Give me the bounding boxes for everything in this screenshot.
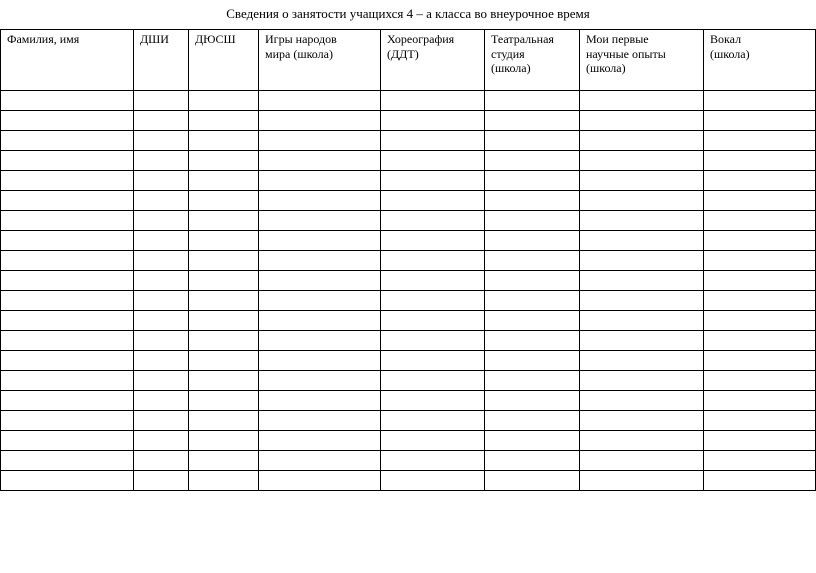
table-cell-dyussh[interactable] xyxy=(189,431,259,451)
table-cell-choreography[interactable] xyxy=(381,191,485,211)
table-cell-theater-studio[interactable] xyxy=(485,391,580,411)
table-cell-first-experiments[interactable] xyxy=(580,111,704,131)
table-row xyxy=(1,331,816,351)
table-cell-folk-games[interactable] xyxy=(259,471,381,491)
column-header-dyussh xyxy=(189,30,259,91)
table-cell-first-experiments[interactable] xyxy=(580,371,704,391)
table-cell-vocal[interactable] xyxy=(704,311,816,331)
table-row xyxy=(1,271,816,291)
table-cell-surname-name[interactable] xyxy=(1,271,134,291)
table-cell-folk-games[interactable] xyxy=(259,371,381,391)
table-cell-dshi[interactable] xyxy=(134,211,189,231)
table-cell-first-experiments[interactable] xyxy=(580,151,704,171)
table-cell-choreography[interactable] xyxy=(381,231,485,251)
table-cell-vocal[interactable] xyxy=(704,291,816,311)
table-cell-surname-name[interactable] xyxy=(1,171,134,191)
header-line: Мои первые xyxy=(586,32,649,46)
table-cell-choreography[interactable] xyxy=(381,251,485,271)
table-cell-dshi[interactable] xyxy=(134,411,189,431)
table-cell-first-experiments[interactable] xyxy=(580,251,704,271)
table-cell-dshi[interactable] xyxy=(134,391,189,411)
table-cell-folk-games[interactable] xyxy=(259,91,381,111)
table-cell-choreography[interactable] xyxy=(381,211,485,231)
table-cell-first-experiments[interactable] xyxy=(580,471,704,491)
header-line: ДШИ xyxy=(140,32,169,46)
table-cell-theater-studio[interactable] xyxy=(485,431,580,451)
table-cell-vocal[interactable] xyxy=(704,271,816,291)
table-cell-choreography[interactable] xyxy=(381,351,485,371)
table-cell-first-experiments[interactable] xyxy=(580,431,704,451)
table-cell-first-experiments[interactable] xyxy=(580,231,704,251)
table-cell-surname-name[interactable] xyxy=(1,131,134,151)
table-cell-dyussh[interactable] xyxy=(189,131,259,151)
table-cell-dshi[interactable] xyxy=(134,151,189,171)
table-cell-theater-studio[interactable] xyxy=(485,191,580,211)
table-row xyxy=(1,231,816,251)
table-cell-vocal[interactable] xyxy=(704,251,816,271)
table-cell-folk-games[interactable] xyxy=(259,271,381,291)
table-cell-surname-name[interactable] xyxy=(1,411,134,431)
table-cell-dyussh[interactable] xyxy=(189,151,259,171)
table-cell-vocal[interactable] xyxy=(704,111,816,131)
table-cell-choreography[interactable] xyxy=(381,111,485,131)
table-cell-first-experiments[interactable] xyxy=(580,411,704,431)
table-cell-dshi[interactable] xyxy=(134,171,189,191)
table-row xyxy=(1,131,816,151)
table-cell-choreography[interactable] xyxy=(381,291,485,311)
table-cell-folk-games[interactable] xyxy=(259,231,381,251)
header-line: (школа) xyxy=(491,61,531,75)
table-cell-choreography[interactable] xyxy=(381,271,485,291)
table-cell-dshi[interactable] xyxy=(134,231,189,251)
header-line: научные опыты xyxy=(586,46,666,61)
table-cell-theater-studio[interactable] xyxy=(485,411,580,431)
table-cell-vocal[interactable] xyxy=(704,231,816,251)
header-line: мира (школа) xyxy=(265,46,333,61)
table-cell-folk-games[interactable] xyxy=(259,451,381,471)
table-cell-dyussh[interactable] xyxy=(189,191,259,211)
table-cell-folk-games[interactable] xyxy=(259,131,381,151)
table-cell-first-experiments[interactable] xyxy=(580,451,704,471)
table-cell-vocal[interactable] xyxy=(704,411,816,431)
column-header-vocal xyxy=(704,30,816,91)
table-row xyxy=(1,471,816,491)
table-cell-folk-games[interactable] xyxy=(259,291,381,311)
table-row xyxy=(1,151,816,171)
table-row xyxy=(1,451,816,471)
table-cell-theater-studio[interactable] xyxy=(485,311,580,331)
table-cell-dyussh[interactable] xyxy=(189,311,259,331)
table-cell-first-experiments[interactable] xyxy=(580,131,704,151)
table-row xyxy=(1,211,816,231)
table-cell-surname-name[interactable] xyxy=(1,451,134,471)
table-cell-vocal[interactable] xyxy=(704,391,816,411)
table-cell-choreography[interactable] xyxy=(381,471,485,491)
header-line: (школа) xyxy=(710,46,750,61)
table-cell-theater-studio[interactable] xyxy=(485,211,580,231)
table-cell-folk-games[interactable] xyxy=(259,331,381,351)
table-cell-first-experiments[interactable] xyxy=(580,331,704,351)
table-cell-choreography[interactable] xyxy=(381,451,485,471)
table-cell-theater-studio[interactable] xyxy=(485,131,580,151)
table-cell-first-experiments[interactable] xyxy=(580,211,704,231)
table-cell-dyussh[interactable] xyxy=(189,211,259,231)
table-cell-first-experiments[interactable] xyxy=(580,351,704,371)
header-line: Игры народов xyxy=(265,32,337,46)
table-cell-dshi[interactable] xyxy=(134,311,189,331)
table-cell-vocal[interactable] xyxy=(704,171,816,191)
table-cell-first-experiments[interactable] xyxy=(580,291,704,311)
table-row xyxy=(1,391,816,411)
table-cell-folk-games[interactable] xyxy=(259,251,381,271)
column-header-first-experiments xyxy=(580,30,704,91)
table-cell-vocal[interactable] xyxy=(704,191,816,211)
table-cell-choreography[interactable] xyxy=(381,391,485,411)
header-line: Театральная xyxy=(491,32,554,46)
table-row xyxy=(1,91,816,111)
table-row xyxy=(1,351,816,371)
table-cell-surname-name[interactable] xyxy=(1,431,134,451)
table-cell-dshi[interactable] xyxy=(134,471,189,491)
table-cell-vocal[interactable] xyxy=(704,351,816,371)
table-cell-dshi[interactable] xyxy=(134,371,189,391)
table-row xyxy=(1,251,816,271)
table-cell-first-experiments[interactable] xyxy=(580,391,704,411)
table-cell-folk-games[interactable] xyxy=(259,151,381,171)
table-cell-surname-name[interactable] xyxy=(1,111,134,131)
table-cell-first-experiments[interactable] xyxy=(580,311,704,331)
table-cell-theater-studio[interactable] xyxy=(485,251,580,271)
table-cell-choreography[interactable] xyxy=(381,131,485,151)
header-row xyxy=(1,30,816,91)
table-cell-choreography[interactable] xyxy=(381,331,485,351)
header-line: (школа) xyxy=(586,61,626,75)
table-cell-surname-name[interactable] xyxy=(1,351,134,371)
table-cell-dshi[interactable] xyxy=(134,191,189,211)
table-cell-dyussh[interactable] xyxy=(189,111,259,131)
table-cell-dshi[interactable] xyxy=(134,331,189,351)
column-header-choreography xyxy=(381,30,485,91)
column-header-dshi xyxy=(134,30,189,91)
table-row xyxy=(1,171,816,191)
table-cell-dyussh[interactable] xyxy=(189,271,259,291)
table-cell-dyussh[interactable] xyxy=(189,171,259,191)
table-cell-vocal[interactable] xyxy=(704,331,816,351)
table-cell-dshi[interactable] xyxy=(134,111,189,131)
table-cell-folk-games[interactable] xyxy=(259,111,381,131)
table-row xyxy=(1,371,816,391)
header-line: студия xyxy=(491,46,525,61)
table-row xyxy=(1,111,816,131)
table-cell-choreography[interactable] xyxy=(381,371,485,391)
table-cell-choreography[interactable] xyxy=(381,171,485,191)
table-cell-surname-name[interactable] xyxy=(1,331,134,351)
table-cell-dyussh[interactable] xyxy=(189,351,259,371)
table-cell-theater-studio[interactable] xyxy=(485,271,580,291)
table-cell-vocal[interactable] xyxy=(704,431,816,451)
table-cell-first-experiments[interactable] xyxy=(580,91,704,111)
header-line: Вокал xyxy=(710,32,742,46)
table-cell-choreography[interactable] xyxy=(381,411,485,431)
table-cell-vocal[interactable] xyxy=(704,151,816,171)
table-cell-dyussh[interactable] xyxy=(189,91,259,111)
table-cell-dyussh[interactable] xyxy=(189,251,259,271)
table-cell-theater-studio[interactable] xyxy=(485,291,580,311)
table-cell-dshi[interactable] xyxy=(134,351,189,371)
table-cell-theater-studio[interactable] xyxy=(485,351,580,371)
table-cell-theater-studio[interactable] xyxy=(485,371,580,391)
table-cell-vocal[interactable] xyxy=(704,91,816,111)
table-cell-theater-studio[interactable] xyxy=(485,171,580,191)
column-header-surname-name xyxy=(1,30,134,91)
table-cell-folk-games[interactable] xyxy=(259,351,381,371)
table-cell-dyussh[interactable] xyxy=(189,391,259,411)
table-cell-theater-studio[interactable] xyxy=(485,151,580,171)
table-cell-vocal[interactable] xyxy=(704,471,816,491)
table-row xyxy=(1,431,816,451)
table-cell-first-experiments[interactable] xyxy=(580,171,704,191)
header-line: Фамилия, имя xyxy=(7,32,80,46)
table-cell-surname-name[interactable] xyxy=(1,251,134,271)
table-cell-theater-studio[interactable] xyxy=(485,111,580,131)
table-cell-theater-studio[interactable] xyxy=(485,331,580,351)
table-cell-surname-name[interactable] xyxy=(1,371,134,391)
table-cell-dshi[interactable] xyxy=(134,451,189,471)
attendance-table xyxy=(0,29,816,491)
table-cell-choreography[interactable] xyxy=(381,91,485,111)
table-cell-dshi[interactable] xyxy=(134,291,189,311)
column-header-theater-studio xyxy=(485,30,580,91)
table-cell-dyussh[interactable] xyxy=(189,411,259,431)
table-cell-surname-name[interactable] xyxy=(1,191,134,211)
table-body xyxy=(1,30,816,491)
table-cell-surname-name[interactable] xyxy=(1,311,134,331)
table-cell-vocal[interactable] xyxy=(704,131,816,151)
header-line: (ДДТ) xyxy=(387,46,419,61)
table-cell-theater-studio[interactable] xyxy=(485,231,580,251)
table-cell-surname-name[interactable] xyxy=(1,91,134,111)
table-cell-choreography[interactable] xyxy=(381,151,485,171)
table-cell-first-experiments[interactable] xyxy=(580,191,704,211)
table-row xyxy=(1,311,816,331)
table-cell-vocal[interactable] xyxy=(704,451,816,471)
table-cell-choreography[interactable] xyxy=(381,431,485,451)
table-cell-theater-studio[interactable] xyxy=(485,471,580,491)
table-cell-surname-name[interactable] xyxy=(1,291,134,311)
column-header-folk-games xyxy=(259,30,381,91)
table-cell-folk-games[interactable] xyxy=(259,171,381,191)
table-cell-dyussh[interactable] xyxy=(189,451,259,471)
table-cell-dshi[interactable] xyxy=(134,131,189,151)
table-cell-vocal[interactable] xyxy=(704,371,816,391)
table-row xyxy=(1,291,816,311)
table-cell-surname-name[interactable] xyxy=(1,471,134,491)
table-cell-dyussh[interactable] xyxy=(189,291,259,311)
table-cell-surname-name[interactable] xyxy=(1,231,134,251)
table-cell-vocal[interactable] xyxy=(704,211,816,231)
table-cell-folk-games[interactable] xyxy=(259,191,381,211)
table-cell-first-experiments[interactable] xyxy=(580,271,704,291)
document-title: Сведения о занятости учащихся 4 – а класса во внеурочное время xyxy=(226,6,590,21)
table-cell-theater-studio[interactable] xyxy=(485,451,580,471)
table-cell-folk-games[interactable] xyxy=(259,431,381,451)
table-cell-dshi[interactable] xyxy=(134,91,189,111)
header-line: Хореография xyxy=(387,32,455,46)
table-row xyxy=(1,411,816,431)
table-cell-dyussh[interactable] xyxy=(189,371,259,391)
header-line: ДЮСШ xyxy=(195,32,236,46)
table-cell-dyussh[interactable] xyxy=(189,331,259,351)
table-cell-dyussh[interactable] xyxy=(189,471,259,491)
table-cell-dyussh[interactable] xyxy=(189,231,259,251)
table-cell-dshi[interactable] xyxy=(134,271,189,291)
table-cell-surname-name[interactable] xyxy=(1,391,134,411)
table-cell-dshi[interactable] xyxy=(134,431,189,451)
table-cell-folk-games[interactable] xyxy=(259,411,381,431)
table-row xyxy=(1,191,816,211)
table-cell-surname-name[interactable] xyxy=(1,151,134,171)
table-cell-surname-name[interactable] xyxy=(1,211,134,231)
table-cell-theater-studio[interactable] xyxy=(485,91,580,111)
table-cell-choreography[interactable] xyxy=(381,311,485,331)
table-cell-dshi[interactable] xyxy=(134,251,189,271)
table-cell-folk-games[interactable] xyxy=(259,391,381,411)
table-cell-folk-games[interactable] xyxy=(259,311,381,331)
table-cell-folk-games[interactable] xyxy=(259,211,381,231)
